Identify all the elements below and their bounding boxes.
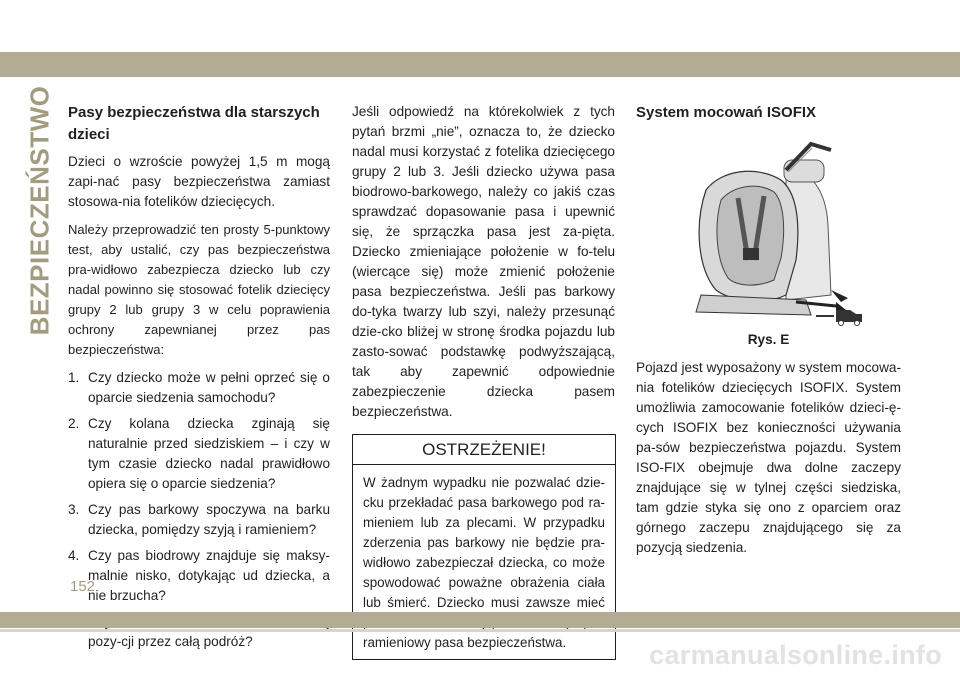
list-text: Czy pas barkowy spoczywa na barku dziecka, pomiędzy szyją i ramieniem?	[88, 502, 330, 537]
list-number: 4.	[68, 548, 80, 563]
list-number: 2.	[68, 416, 80, 431]
list-number: 3.	[68, 502, 80, 517]
header-bar	[0, 52, 960, 77]
section-tab	[20, 85, 60, 335]
section-heading: Pasy bezpieczeństwa dla starszych dzieci	[68, 104, 320, 143]
column-2	[352, 102, 615, 660]
test-list	[68, 368, 330, 652]
footer-rule	[0, 629, 960, 632]
answer-paragraph: Jeśli odpowiedź na którekolwiek z tych pytań brzmi „nie”, oznacza to, że dziecko nadal musi korzystać z fotelika dziecięcego grupy 2 lub 3. Jeśli dziecko używa pasa biodrowo-barkowego, należy co jakiś czas sprawdzać dopasowanie pasa i upewnić się, że sprzączka pasa jest za-pięta. Dziecko zmieniające położenie w fo-telu (wiercące się) może zmienić położenie pasa bezpieczeństwa. Jeśli pas barkowy do-tyka twarzy lub szyi, należy przesunąć dzie-cko bliżej w stronę środka pojazdu lub zasto-sować podstawkę podwyższającą, tak aby zapewnić odpowiednie zabezpieczenie dziecka pasem bezpieczeństwa.	[352, 104, 615, 419]
list-item	[68, 546, 330, 606]
list-text: Czy pas biodrowy znajduje się maksy-malnie nisko, dotykając ud dziecka, a nie brzucha?	[88, 548, 330, 603]
list-text: Czy kolana dziecka zginają się naturalnie przed siedziskiem – i czy w tym czasie dziecko nadal prawidłowo opiera się o oparcie siedzenia?	[88, 416, 330, 491]
isofix-paragraph: Pojazd jest wyposażony w system mocowa-nia fotelików dziecięcych ISOFIX. System umożliwia zamocowanie fotelików dzieci-ę-cych ISOFIX bez konieczności używania pa-sów bezpieczeństwa pojazdu. System ISO-FIX obejmuje dwa dolne zaczepy znajdujące się w tylnej części siedziska, tam gdzie styka się ono z oparciem oraz górnego zaczepu znajdującego się za pozycją siedzenia.	[636, 360, 901, 555]
list-item	[68, 414, 330, 494]
list-item	[68, 368, 330, 408]
footer-bar	[0, 612, 960, 628]
list-number: 1.	[68, 370, 80, 385]
child-seat-illustration	[636, 130, 901, 330]
list-text: Czy dziecko może w pełni oprzeć się o oparcie siedzenia samochodu?	[88, 370, 330, 405]
test-paragraph: Należy przeprowadzić ten prosty 5-punktowy test, aby ustalić, czy pas bezpieczeństwa pra-widłowo zabezpiecza dziecko lub czy nadal powinno się stosować fotelik dziecięcy grupy 2 lub grupy 3 w celu poprawienia ochrony zapewnianej przez pas bezpieczeństwa:	[68, 222, 330, 357]
list-item	[68, 500, 330, 540]
column-1	[68, 102, 330, 658]
figure-caption: Rys. E	[747, 332, 790, 347]
car-direction-icon	[816, 310, 862, 326]
isofix-heading: System mocowań ISOFIX	[636, 104, 817, 121]
page-number: 152	[70, 578, 96, 595]
section-tab-label: BEZPIECZEŃSTWO	[24, 85, 55, 335]
watermark: carmanualsonline.info	[649, 640, 942, 670]
isofix-figure	[636, 130, 901, 330]
warning-text: W żadnym wypadku nie pozwalać dzie-cku przekładać pasa barkowego pod ra-mieniem lub za plecami. W przypadku zderzenia pas barkowy nie będzie pra-widłowo zabezpieczał dziecka, co może spowodować poważne obrażenia ciała lub śmierć. Dziecko musi zawsze mieć ramieniowy pasa bezpieczeństwa.	[363, 475, 605, 650]
warning-title: OSTRZEŻENIE!	[353, 435, 615, 465]
list-text: pozy-cji przez całą podróż?	[88, 634, 253, 649]
column-3	[636, 102, 901, 566]
top-margin	[0, 0, 960, 42]
intro-paragraph: Dzieci o wzroście powyżej 1,5 m mogą zapi-nać pasy bezpieczeństwa zamiast stosowa-nia fotelików dziecięcych.	[68, 154, 330, 209]
